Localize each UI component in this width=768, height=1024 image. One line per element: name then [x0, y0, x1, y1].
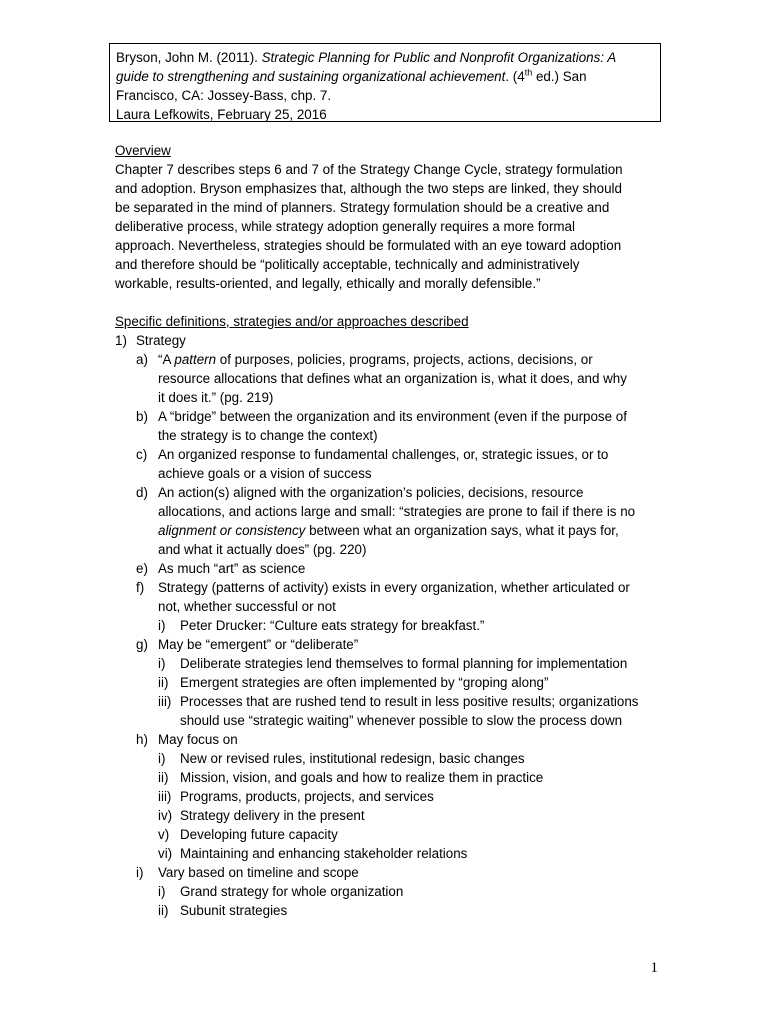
- list-text: May focus on: [158, 732, 238, 747]
- overview-line: deliberative process, while strategy adoption generally requires a more formal: [115, 219, 575, 234]
- list-marker: i): [158, 618, 166, 633]
- page-number: 1: [650, 960, 658, 976]
- list-text: Grand strategy for whole organization: [180, 884, 404, 899]
- document-body: [115, 141, 660, 920]
- list-marker: iii): [158, 789, 172, 804]
- list-marker: d): [136, 485, 148, 500]
- list-item-h-vi: [115, 844, 660, 863]
- list-item-b: [115, 407, 660, 445]
- list-text: “A pattern of purposes, policies, programs, projects, actions, decisions, or resource allocations that defines what an organization is, what it does, and why it does it.” (pg. 219): [158, 352, 627, 405]
- list-marker: iii): [158, 694, 172, 709]
- citation-line-2: [116, 67, 654, 86]
- list-item-h: [115, 730, 660, 749]
- list-marker: e): [136, 561, 148, 576]
- list-item-e: [115, 559, 660, 578]
- list-text: Deliberate strategies lend themselves to formal planning for implementation: [180, 656, 628, 671]
- list-marker: vi): [158, 846, 173, 861]
- list-item-g-iii: [115, 692, 660, 730]
- list-text: Maintaining and enhancing stakeholder relations: [180, 846, 468, 861]
- list-item-h-ii: [115, 768, 660, 787]
- overview-line: Chapter 7 describes steps 6 and 7 of the Strategy Change Cycle, strategy formulation: [115, 162, 623, 177]
- overview-line: approach. Nevertheless, strategies should be formulated with an eye toward adoption: [115, 238, 622, 253]
- list-text: Programs, products, projects, and services: [180, 789, 434, 804]
- list-text: Subunit strategies: [180, 903, 288, 918]
- list-marker: g): [136, 637, 148, 652]
- list-text: Strategy: [136, 333, 186, 348]
- list-item-i-i: [115, 882, 660, 901]
- list-text: Vary based on timeline and scope: [158, 865, 359, 880]
- spacer: [115, 293, 660, 312]
- list-marker: i): [158, 884, 166, 899]
- list-item-f: [115, 578, 660, 616]
- list-text: A “bridge” between the organization and its environment (even if the purpose of the strategy is to change the context): [158, 409, 627, 443]
- list-text: As much “art” as science: [158, 561, 306, 576]
- citation-box: [109, 43, 661, 122]
- list-item-h-iv: [115, 806, 660, 825]
- list-marker: i): [158, 656, 166, 671]
- list-text: Emergent strategies are often implemented by “groping along”: [180, 675, 549, 690]
- list-item-i: [115, 863, 660, 882]
- list-text: New or revised rules, institutional redesign, basic changes: [180, 751, 525, 766]
- overview-heading: Overview: [115, 143, 171, 158]
- citation-edition-close: ed.) San: [532, 69, 587, 84]
- list-item-f-i: [115, 616, 660, 635]
- list-item-i-ii: [115, 901, 660, 920]
- list-text: Mission, vision, and goals and how to realize them in practice: [180, 770, 544, 785]
- list-marker: v): [158, 827, 170, 842]
- list-marker: 1): [115, 333, 127, 348]
- list-marker: b): [136, 409, 148, 424]
- list-item-g: [115, 635, 660, 654]
- citation-title-part-2: guide to strengthening and sustaining organizational achievement: [116, 69, 506, 84]
- list-item-h-iii: [115, 787, 660, 806]
- citation-line-3: Francisco, CA: Jossey-Bass, chp. 7.: [116, 88, 332, 103]
- list-text: Strategy (patterns of activity) exists in every organization, whether articulated or not, whether successful or not: [158, 580, 630, 614]
- list-item-h-v: [115, 825, 660, 844]
- definitions-heading: Specific definitions, strategies and/or approaches described: [115, 314, 469, 329]
- list-marker: f): [136, 580, 145, 595]
- list-text: An action(s) aligned with the organization’s policies, decisions, resource allocations, and actions large and small: “strategies are prone to fail if there is no alignment or consistency between what an organization says, what it pays for, and what it actually does” (pg. 220): [158, 485, 636, 557]
- list-text: An organized response to fundamental challenges, or, strategic issues, or to achieve goals or a vision of success: [158, 447, 609, 481]
- list-text: Processes that are rushed tend to result in less positive results; organizations should use “strategic waiting” whenever possible to slow the process down: [180, 694, 639, 728]
- list-marker: c): [136, 447, 148, 462]
- list-item-g-i: [115, 654, 660, 673]
- citation-edition-open: . (4: [505, 69, 525, 84]
- list-text: Strategy delivery in the present: [180, 808, 365, 823]
- citation-edition-sup: th: [524, 67, 533, 78]
- list-item-c: [115, 445, 660, 483]
- overview-line: and therefore should be “politically acceptable, technically and administratively: [115, 257, 580, 272]
- list-marker: ii): [158, 675, 169, 690]
- citation-author-line: Laura Lefkowits, February 25, 2016: [116, 107, 327, 122]
- list-marker: a): [136, 352, 148, 367]
- list-marker: ii): [158, 770, 169, 785]
- list-item-h-i: [115, 749, 660, 768]
- overview-line: and adoption. Bryson emphasizes that, although the two steps are linked, they should: [115, 181, 622, 196]
- citation-line-1: [116, 48, 654, 67]
- list-marker: ii): [158, 903, 169, 918]
- overview-line: workable, results-oriented, and legally, ethically and morally defensible.”: [115, 276, 541, 291]
- list-text: Developing future capacity: [180, 827, 338, 842]
- list-marker: iv): [158, 808, 173, 823]
- citation-author-year: Bryson, John M. (2011).: [116, 50, 262, 65]
- list-item-1: [115, 331, 660, 350]
- citation-title-part-1: Strategic Planning for Public and Nonprofit Organizations: A: [261, 50, 617, 65]
- list-item-a: [115, 350, 660, 407]
- list-item-d: [115, 483, 660, 559]
- list-marker: i): [158, 751, 166, 766]
- list-text: Peter Drucker: “Culture eats strategy for breakfast.”: [180, 618, 485, 633]
- list-item-g-ii: [115, 673, 660, 692]
- list-marker: i): [136, 865, 144, 880]
- list-marker: h): [136, 732, 148, 747]
- overview-line: be separated in the mind of planners. Strategy formulation should be a creative and: [115, 200, 610, 215]
- list-text: May be “emergent” or “deliberate”: [158, 637, 359, 652]
